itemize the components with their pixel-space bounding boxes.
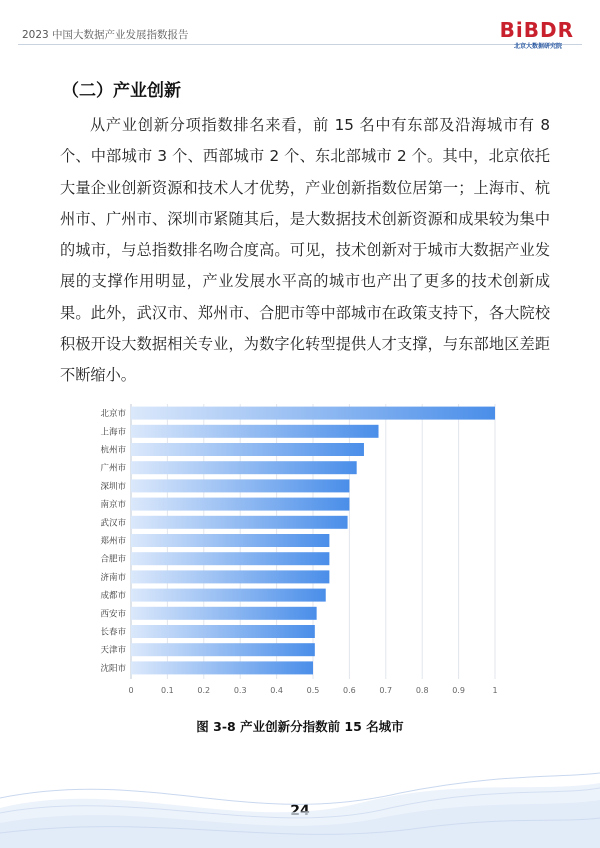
category-label: 沈阳市	[100, 663, 126, 674]
category-label: 天津市	[100, 645, 126, 656]
bar	[131, 498, 349, 511]
category-label: 深圳市	[100, 481, 126, 492]
category-label: 长春市	[100, 627, 126, 638]
bar	[131, 407, 495, 420]
page-number: 24	[290, 803, 310, 819]
body-paragraph: 从产业创新分项指数排名来看，前 15 名中有东部及沿海城市有 8 个、中部城市 3 个、西部城市 2 个、东北部城市 2 个。其中，北京依托大量企业创新资源和技术人才优势，产业创新指数位居第一；上海市、杭州市、广州市、深圳市紧随其后，是大数据技术创新资源和成果较为集中的城市，与总指数排名吻合度高。可见，技术创新对于城市大数据产业发展的支撑作用明显，产业发展水平高的城市也产出了更多的技术创新成果。此外，武汉市、郑州市、合肥市等中部城市在政策支持下，各大院校积极开设大数据相关专业，为数字化转型提供人才支撑，与东部地区差距不断缩小。	[60, 116, 550, 385]
bar	[131, 479, 349, 492]
x-tick-label: 0	[128, 686, 134, 695]
x-tick-label: 0.8	[415, 686, 429, 695]
chart-category-labels	[100, 408, 126, 674]
bar	[131, 552, 329, 565]
x-tick-label: 0.4	[270, 686, 283, 695]
bar	[131, 534, 329, 547]
x-tick-label: 0.6	[343, 686, 356, 695]
chart-x-tick-labels	[128, 686, 497, 695]
category-label: 合肥市	[100, 554, 126, 565]
bar	[131, 516, 348, 529]
category-label: 南京市	[100, 500, 126, 511]
bar	[131, 643, 315, 656]
category-label: 西安市	[100, 609, 126, 620]
figure-caption: 图 3-8 产业创新分指数前 15 名城市	[196, 719, 404, 734]
x-tick-label: 0.1	[161, 686, 174, 695]
bar	[131, 661, 313, 674]
section-title: （二）产业创新	[62, 81, 181, 101]
x-tick-label: 0.9	[452, 686, 465, 695]
x-tick-label: 0.5	[306, 686, 320, 695]
bibdr-logo	[454, 20, 574, 50]
innovation-index-bar-chart	[0, 395, 600, 700]
bar	[131, 607, 317, 620]
bar	[131, 443, 364, 456]
category-label: 武汉市	[100, 518, 126, 529]
category-label: 北京市	[100, 409, 126, 420]
bar	[131, 570, 329, 583]
category-label: 杭州市	[100, 445, 126, 456]
bar	[131, 625, 315, 638]
report-header-title: 2023 中国大数据产业发展指数报告	[22, 29, 189, 41]
category-label: 广州市	[100, 463, 126, 474]
category-label: 成都市	[100, 591, 126, 602]
category-label: 郑州市	[100, 536, 126, 547]
logo-subtext: 北京大数据研究院	[513, 43, 562, 50]
x-tick-label: 0.2	[197, 686, 211, 695]
bar	[131, 425, 379, 438]
logo-wordmark: BiBDR	[499, 18, 574, 42]
category-label: 上海市	[100, 427, 126, 438]
bar	[131, 589, 326, 602]
x-tick-label: 0.3	[233, 686, 247, 695]
x-tick-label: 1	[492, 686, 498, 695]
bar	[131, 461, 357, 474]
chart-bars	[131, 407, 495, 675]
footer-wave-decoration	[0, 738, 600, 848]
category-label: 济南市	[100, 572, 126, 583]
x-tick-label: 0.7	[379, 686, 393, 695]
